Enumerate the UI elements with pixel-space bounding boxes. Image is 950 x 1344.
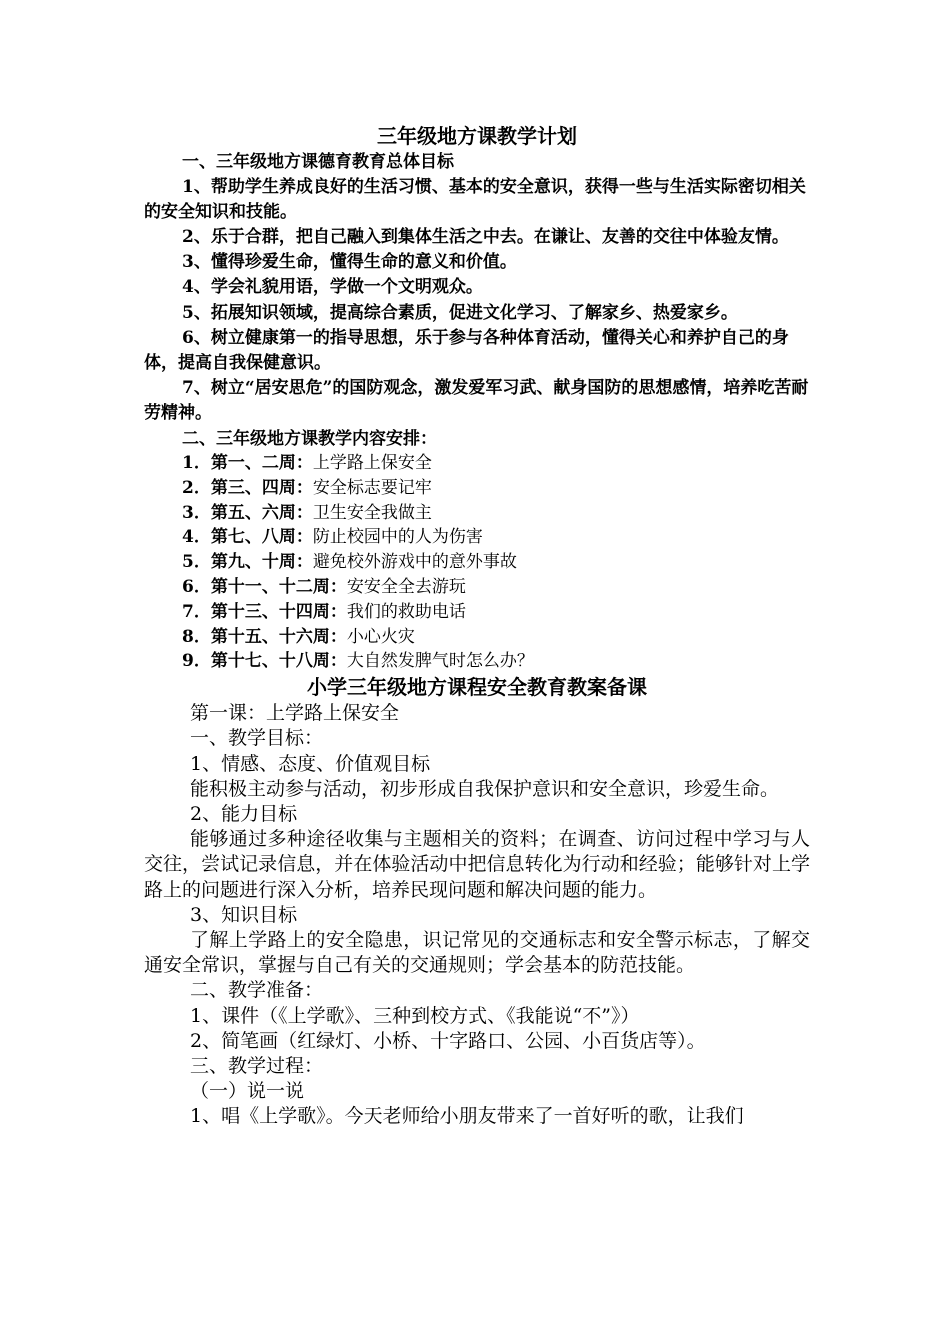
lesson-paragraph: 第一课：上学路上保安全	[190, 702, 400, 725]
lesson-paragraph: 1、课件（《上学歌》、三种到校方式、《我能说“不”》）	[190, 1004, 640, 1027]
lesson-paragraph: 2、能力目标	[190, 803, 298, 826]
week-item	[144, 575, 810, 600]
week-label: 5．第九、十周：	[182, 552, 313, 573]
lesson-title: 小学三年级地方课程安全教育教案备课	[307, 675, 647, 700]
week-content: 我们的救助电话	[346, 601, 466, 622]
week-item	[144, 550, 810, 575]
week-content: 防止校园中的人为伤害	[312, 527, 483, 548]
goal-item: 5、拓展知识领域，提高综合素质，促进文化学习、了解家乡、热爱家乡。	[182, 302, 738, 323]
week-item	[144, 501, 810, 526]
week-label: 6．第十一、十二周：	[182, 577, 347, 598]
week-label: 3．第五、六周：	[182, 502, 313, 523]
section1-heading: 一、三年级地方课德育教育总体目标	[182, 152, 454, 172]
lesson-paragraph: 2、简笔画（红绿灯、小桥、十字路口、公园、小百货店等）。	[190, 1029, 706, 1052]
week-content: 上学路上保安全	[312, 453, 432, 474]
page-title: 三年级地方课教学计划	[377, 124, 577, 148]
lesson-paragraph: 3、知识目标	[190, 903, 298, 926]
goal-item: 6、树立健康第一的指导思想，乐于参与各种体育活动，懂得关心和养护自己的身体，提高自我保健意识。	[144, 327, 789, 373]
week-label: 8．第十五、十六周：	[182, 626, 347, 647]
week-content: 避免校外游戏中的意外事故	[312, 552, 517, 573]
week-content: 安全标志要记牢	[312, 477, 432, 498]
week-item	[144, 600, 810, 625]
week-label: 2．第三、四周：	[182, 477, 313, 498]
lesson-paragraph: 1、唱《上学歌》。今天老师给小朋友带来了一首好听的歌，让我们	[190, 1105, 744, 1128]
week-item	[144, 649, 810, 674]
lesson-paragraph: 一、教学目标：	[190, 727, 324, 750]
goal-item: 7、树立“居安思危”的国防观念，激发爱军习武、献身国防的思想感情，培养吃苦耐劳精神。	[144, 378, 809, 424]
week-label: 1．第一、二周：	[182, 453, 313, 474]
week-content: 安安全全去游玩	[346, 577, 466, 598]
goal-item: 1、帮助学生养成良好的生活习惯、基本的安全意识，获得一些与生活实际密切相关的安全知识和技能。	[144, 176, 806, 222]
lesson-paragraph: 三、教学过程：	[190, 1055, 324, 1078]
lesson-paragraph: 能积极主动参与活动，初步形成自我保护意识和安全意识，珍爱生命。	[190, 777, 780, 800]
goal-item: 2、乐于合群，把自己融入到集体生活之中去。在谦让、友善的交往中体验友情。	[182, 226, 789, 247]
week-item	[144, 451, 810, 476]
week-label: 7．第十三、十四周：	[182, 601, 347, 622]
week-content: 小心火灾	[346, 626, 415, 647]
week-item	[144, 525, 810, 550]
lesson-paragraph: 1、情感、态度、价值观目标	[190, 752, 431, 775]
lesson-paragraph: 能够通过多种途径收集与主题相关的资料；在调查、访问过程中学习与人交往，尝试记录信息，并在体验活动中把信息转化为行动和经验；能够针对上学路上的问题进行深入分析，培养民现问题和解决问题的能力。	[144, 828, 810, 901]
lesson-paragraph: 二、教学准备：	[190, 979, 324, 1002]
lesson-paragraph: （一）说一说	[190, 1080, 305, 1103]
goal-item: 4、学会礼貌用语，学做一个文明观众。	[182, 277, 483, 298]
goal-item: 3、懂得珍爱生命，懂得生命的意义和价值。	[182, 252, 517, 273]
week-label: 9．第十七、十八周：	[182, 651, 347, 672]
lesson-paragraph: 了解上学路上的安全隐患，识记常见的交通标志和安全警示标志，了解交通安全常识，掌握与自己有关的交通规则；学会基本的防范技能。	[144, 929, 810, 977]
week-content: 卫生安全我做主	[312, 502, 432, 523]
week-item	[144, 625, 810, 650]
page-content	[144, 122, 810, 1130]
week-label: 4．第七、八周：	[182, 527, 313, 548]
week-item	[144, 476, 810, 501]
section2-heading: 二、三年级地方课教学内容安排：	[182, 428, 437, 449]
week-content: 大自然发脾气时怎么办？	[346, 651, 534, 672]
